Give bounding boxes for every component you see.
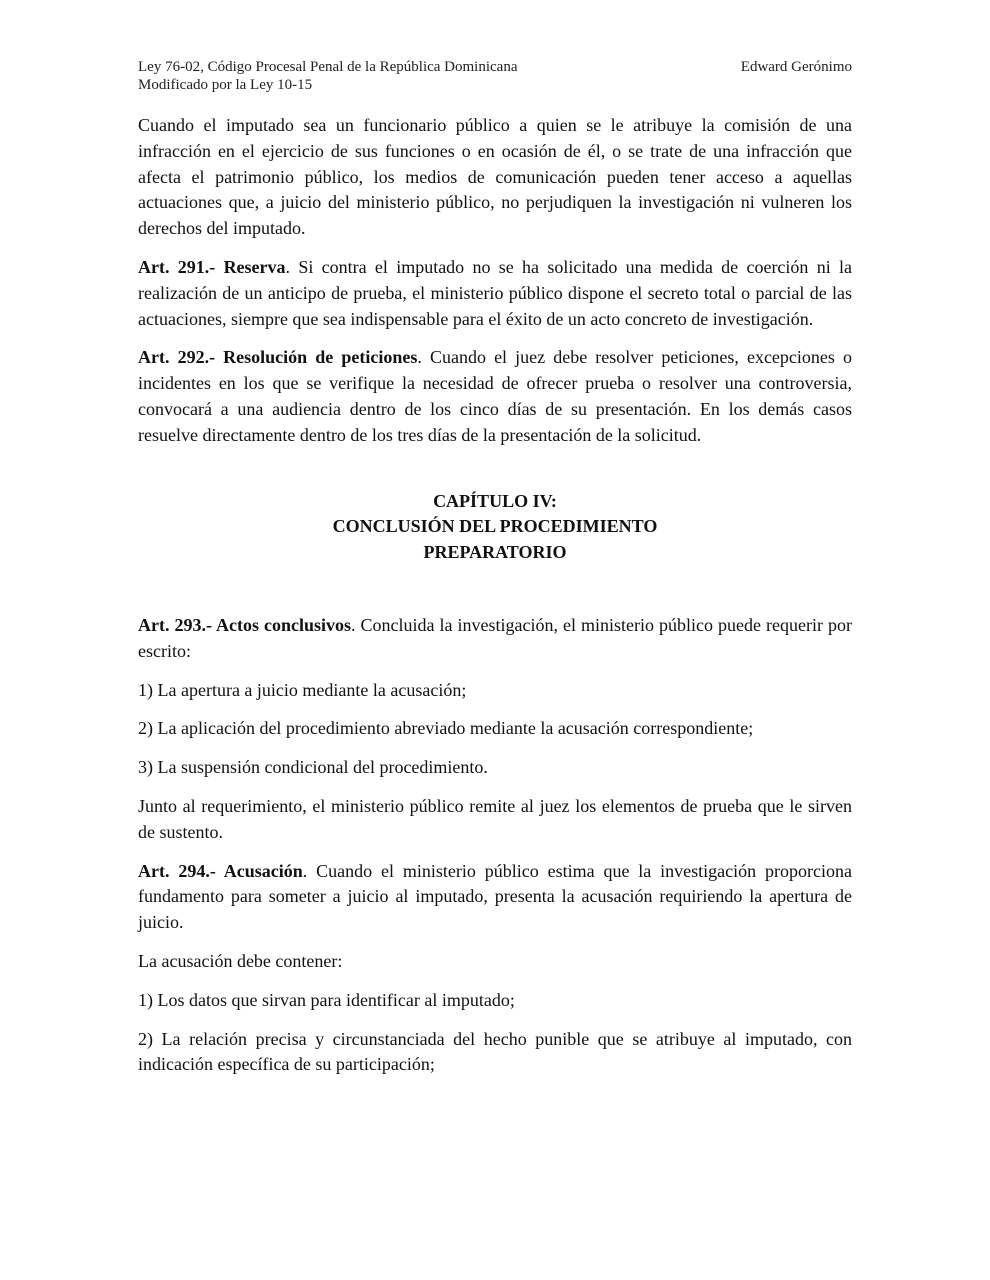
intro-paragraph: Cuando el imputado sea un funcionario público a quien se le atribuye la comisión de una infracción en el ejercicio de sus funciones o en ocasión de él, o se trate de una infracción que afecta el patrimonio público, los medios de comunicación pueden tener acceso a aquellas actuaciones que, a juicio del ministerio público, no perjudiquen la investigación ni vulneren los derechos del imputado. xyxy=(138,115,852,239)
page-header xyxy=(138,58,852,94)
article-293-heading: Art. 293.- Actos conclusivos xyxy=(138,614,352,635)
article-294 xyxy=(138,859,852,936)
article-293 xyxy=(138,613,852,665)
article-292-heading: Art. 292.- Resolución de peticiones xyxy=(138,347,418,368)
list-item: 2) La relación precisa y circunstanciada del hecho punible que se atribuye al imputado, con indicación específica de su participación; xyxy=(138,1028,852,1075)
article-291-heading: Art. 291.- Reserva xyxy=(138,256,286,277)
article-292-text: . Cuando el juez debe resolver peticiones, excepciones o incidentes en los que se verifique la necesidad de ofrecer prueba o resolver una controversia, convocará a una audiencia dentro de los cinco días de su presentación. En los demás casos resuelve directamente dentro de los tres días de la presentación de la solicitud. xyxy=(138,347,852,445)
list-item: 1) Los datos que sirvan para identificar al imputado; xyxy=(138,989,515,1010)
article-294-text: . Cuando el ministerio público estima que la investigación proporciona fundamento para someter a juicio al imputado, presenta la acusación requiriendo la apertura de juicio. xyxy=(138,860,852,933)
list-item: 1) La apertura a juicio mediante la acusación; xyxy=(138,679,467,700)
article-292 xyxy=(138,345,852,448)
article-294-contents-intro: La acusación debe contener: xyxy=(138,950,343,971)
header-author: Edward Gerónimo xyxy=(740,59,852,75)
chapter-title-line1: CONCLUSIÓN DEL PROCEDIMIENTO xyxy=(332,516,658,537)
chapter-title-line2: PREPARATORIO xyxy=(423,542,567,563)
article-291-text: . Si contra el imputado no se ha solicitado una medida de coerción ni la realización de un anticipo de prueba, el ministerio público dispone el secreto total o parcial de las actuaciones, siempre que sea indispensable para el éxito de un acto concreto de investigación. xyxy=(138,256,852,329)
header-subtitle: Modificado por la Ley 10-15 xyxy=(138,77,313,93)
article-293-text: . Concluida la investigación, el ministerio público puede requerir por escrito: xyxy=(138,614,852,661)
header-row xyxy=(138,58,852,76)
article-291 xyxy=(138,255,852,332)
article-293-closing: Junto al requerimiento, el ministerio público remite al juez los elementos de prueba que le sirven de sustento. xyxy=(138,795,852,842)
chapter-heading xyxy=(138,489,852,566)
article-294-heading: Art. 294.- Acusación xyxy=(138,860,303,881)
list-item: 3) La suspensión condicional del procedimiento. xyxy=(138,757,488,778)
list-item: 2) La aplicación del procedimiento abreviado mediante la acusación correspondiente; xyxy=(138,718,754,739)
header-title: Ley 76-02, Código Procesal Penal de la República Dominicana xyxy=(138,59,518,75)
chapter-number: CAPÍTULO IV: xyxy=(433,490,557,511)
document-body xyxy=(138,113,852,1091)
